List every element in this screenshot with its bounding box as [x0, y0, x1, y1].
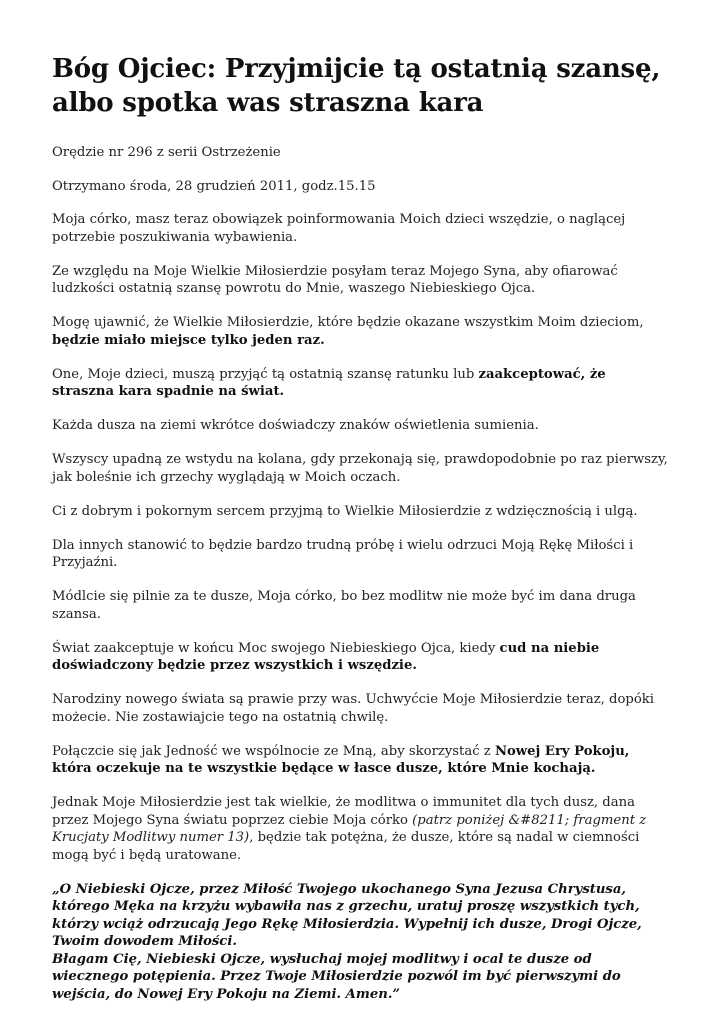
- paragraph-1: Moja córko, masz teraz obowiązek poinformowania Moich dzieci wszędzie, o naglącej potrzebie poszukiwania wybawienia.: [52, 212, 626, 245]
- paragraph-13-reference: (patrz poniżej &#8211; fragment z Krucjaty Modlitwy numer 13): [52, 812, 647, 845]
- paragraph-7: Ci z dobrym i pokornym sercem przyjmą to Wielkie Miłosierdzie z wdzięcznością i ulgą.: [52, 503, 638, 519]
- page-title: Bóg Ojciec: Przyjmijcie tą ostatnią szansę, albo spotka was straszna kara: [52, 54, 661, 118]
- paragraph-3-text: Mogę ujawnić, że Wielkie Miłosierdzie, które będzie okazane wszystkim Moim dzieciom,: [52, 315, 644, 330]
- paragraph-8: Dla innych stanowić to będzie bardzo trudną próbę i wielu odrzuci Moją Rękę Miłości i Przyjaźni.: [52, 537, 634, 570]
- paragraph-4: [52, 366, 672, 401]
- prayer-line-1: „O Niebieski Ojcze, przez Miłość Twojego ukochanego Syna Jezusa Chrystusa, którego Męka na krzyżu wybawiła nas z grzechu, uratuj proszę wszystkich tych, którzy wciąż odrzucają Jego Rękę Miłosierdzia. Wypełnij ich dusze, Drogi Ojcze, Twoim dowodem Miłości.: [52, 881, 642, 949]
- message-series: Orędzie nr 296 z serii Ostrzeżenie: [52, 145, 281, 160]
- paragraph-4-emphasis: zaakceptować, że straszna kara spadnie na świat.: [52, 366, 606, 399]
- paragraph-2: Ze względu na Moje Wielkie Miłosierdzie posyłam teraz Mojego Syna, aby ofiarować ludzkości ostatnią szansę powrotu do Mnie, waszego Niebieskiego Ojca.: [52, 263, 618, 296]
- paragraph-10: [52, 640, 672, 675]
- paragraph-11: Narodziny nowego świata są prawie przy was. Uchwyćcie Moje Miłosierdzie teraz, dopóki możecie. Nie zostawiajcie tego na ostatnią chwilę.: [52, 692, 654, 725]
- document-page: [52, 52, 672, 1003]
- paragraph-5: Każda dusza na ziemi wkrótce doświadczy znaków oświetlenia sumienia.: [52, 418, 539, 433]
- paragraph-4-text: One, Moje dzieci, muszą przyjąć tą ostatnią szansę ratunku lub: [52, 366, 479, 382]
- paragraph-12: [52, 743, 672, 778]
- paragraph-9: Módlcie się pilnie za te dusze, Moja córko, bo bez modlitw nie może być im dana druga szansa.: [52, 589, 636, 622]
- prayer-quote: [52, 881, 672, 1004]
- paragraph-13: [52, 794, 672, 864]
- received-date: Otrzymano środa, 28 grudzień 2011, godz.15.15: [52, 178, 376, 194]
- paragraph-10-emphasis: cud na niebie doświadczony będzie przez wszystkich i wszędzie.: [52, 640, 600, 673]
- paragraph-6: Wszyscy upadną ze wstydu na kolana, gdy przekonają się, prawdopodobnie po raz pierwszy, jak boleśnie ich grzechy wyglądają w Moich oczach.: [52, 452, 668, 485]
- paragraph-12-text: Połączcie się jak Jedność we wspólnocie ze Mną, aby skorzystać z: [52, 743, 495, 759]
- paragraph-10-text: Świat zaakceptuje w końcu Moc swojego Niebieskiego Ojca, kiedy: [52, 640, 500, 656]
- paragraph-12-emphasis: Nowej Ery Pokoju, która oczekuje na te wszystkie będące w łasce dusze, które Mnie kochają.: [52, 743, 630, 776]
- paragraph-13-text-a: Jednak Moje Miłosierdzie jest tak wielkie, że modlitwa o immunitet dla tych dusz, dana przez Mojego Syna światu poprzez ciebie Moja córko: [52, 795, 635, 828]
- prayer-line-2: Błagam Cię, Niebieski Ojcze, wysłuchaj mojej modlitwy i ocal te dusze od wiecznego potępienia. Przez Twoje Miłosierdzie pozwól im być pierwszymi do wejścia, do Nowej Ery Pokoju na Ziemi. Amen.”: [52, 951, 621, 1002]
- paragraph-3: [52, 314, 672, 349]
- paragraph-13-text-b: , będzie tak potężna, że dusze, które są nadal w ciemności mogą być i będą uratowane.: [52, 830, 640, 863]
- paragraph-3-emphasis: będzie miało miejsce tylko jeden raz.: [52, 332, 325, 348]
